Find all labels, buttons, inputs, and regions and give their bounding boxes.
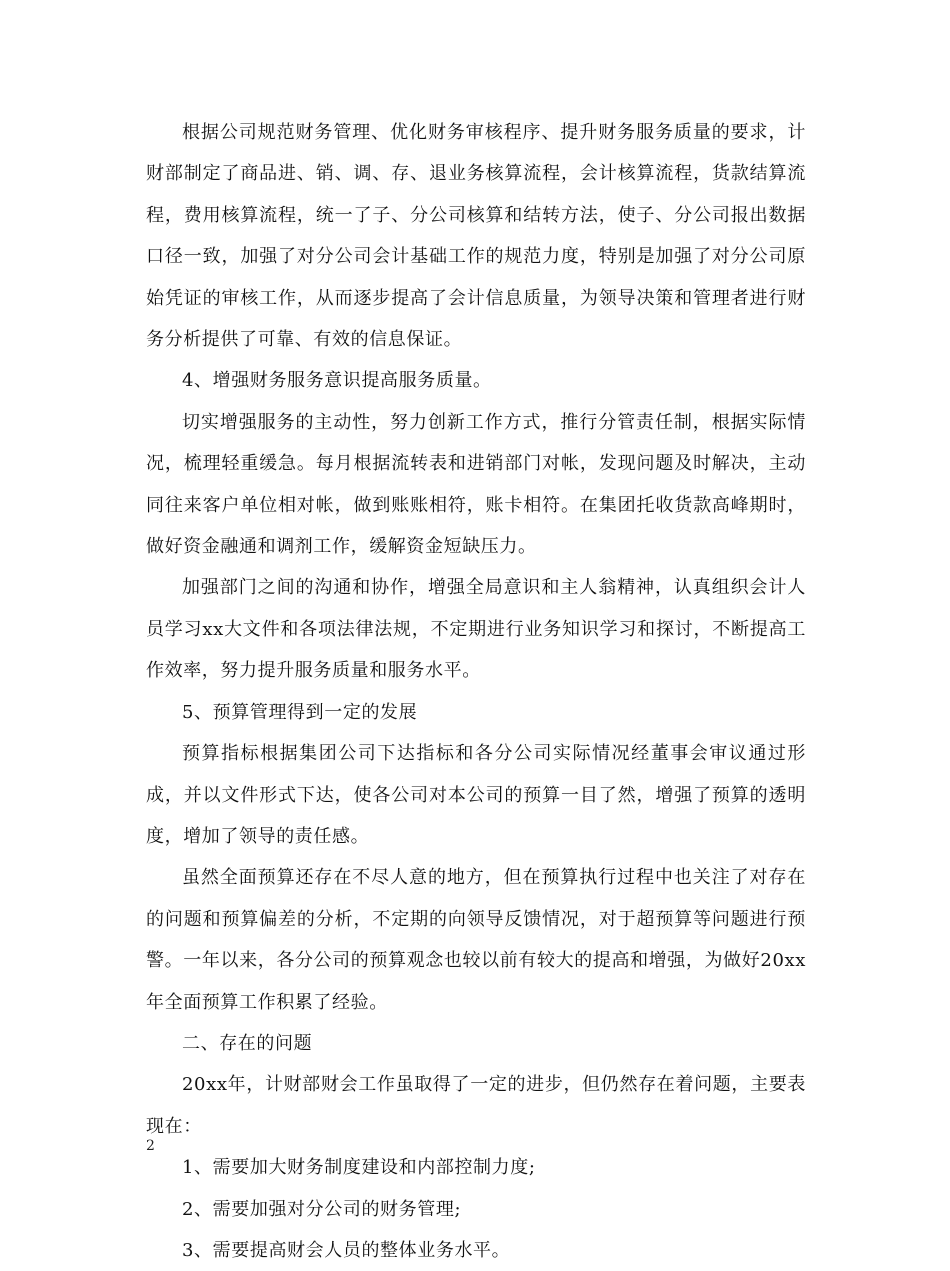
list-item-problem-1: 1、需要加大财务制度建设和内部控制力度; (182, 1157, 536, 1179)
list-item-problem-2: 2、需要加强对分公司的财务管理; (182, 1198, 462, 1220)
paragraph-problems-intro: 20xx年，计财部财会工作虽取得了一定的进步，但仍然存在着问题，主要表现在： (146, 1074, 806, 1137)
heading-service-quality: 4、增强财务服务意识提高服务质量。 (182, 370, 492, 392)
paragraph-budget-analysis: 虽然全面预算还存在不尽人意的地方，但在预算执行过程中也关注了对存在的问题和预算偏差的分析，不定期的向领导反馈情况，对于超预算等问题进行预警。一年以来，各分公司的预算观念也较以前有较大的提高和增强，为做好20xx年全面预算工作积累了经验。 (146, 867, 806, 1013)
document-body (146, 112, 806, 1271)
heading-budget-management: 5、预算管理得到一定的发展 (182, 701, 418, 723)
paragraph-service-initiative: 切实增强服务的主动性，努力创新工作方式，推行分管责任制，根据实际情况，梳理轻重缓急。每月根据流转表和进销部门对帐，发现问题及时解决，主动同往来客户单位相对帐，做到账账相符，账卡相符。在集团托收货款高峰期时，做好资金融通和调剂工作，缓解资金短缺压力。 (146, 411, 806, 558)
paragraph-budget-indicators: 预算指标根据集团公司下达指标和各分公司实际情况经董事会审议通过形成，并以文件形式下达，使各公司对本公司的预算一目了然，增强了预算的透明度，增加了领导的责任感。 (146, 743, 806, 847)
heading-existing-problems: 二、存在的问题 (182, 1032, 313, 1054)
paragraph-accounting-procedures: 根据公司规范财务管理、优化财务审核程序、提升财务服务质量的要求，计财部制定了商品进、销、调、存、退业务核算流程，会计核算流程，货款结算流程，费用核算流程，统一了子、分公司核算和结转方法，使子、分公司报出数据口径一致，加强了对分公司会计基础工作的规范力度，特别是加强了对分公司原始凭证的审核工作，从而逐步提高了会计信息质量，为领导决策和管理者进行财务分析提供了可靠、有效的信息保证。 (146, 122, 806, 351)
page-number: 2 (146, 1138, 155, 1154)
paragraph-department-collaboration: 加强部门之间的沟通和协作，增强全局意识和主人翁精神，认真组织会计人员学习xx大文件和各项法律法规，不定期进行业务知识学习和探讨，不断提高工作效率，努力提升服务质量和服务水平。 (146, 577, 806, 682)
list-item-problem-3: 3、需要提高财会人员的整体业务水平。 (182, 1239, 511, 1261)
